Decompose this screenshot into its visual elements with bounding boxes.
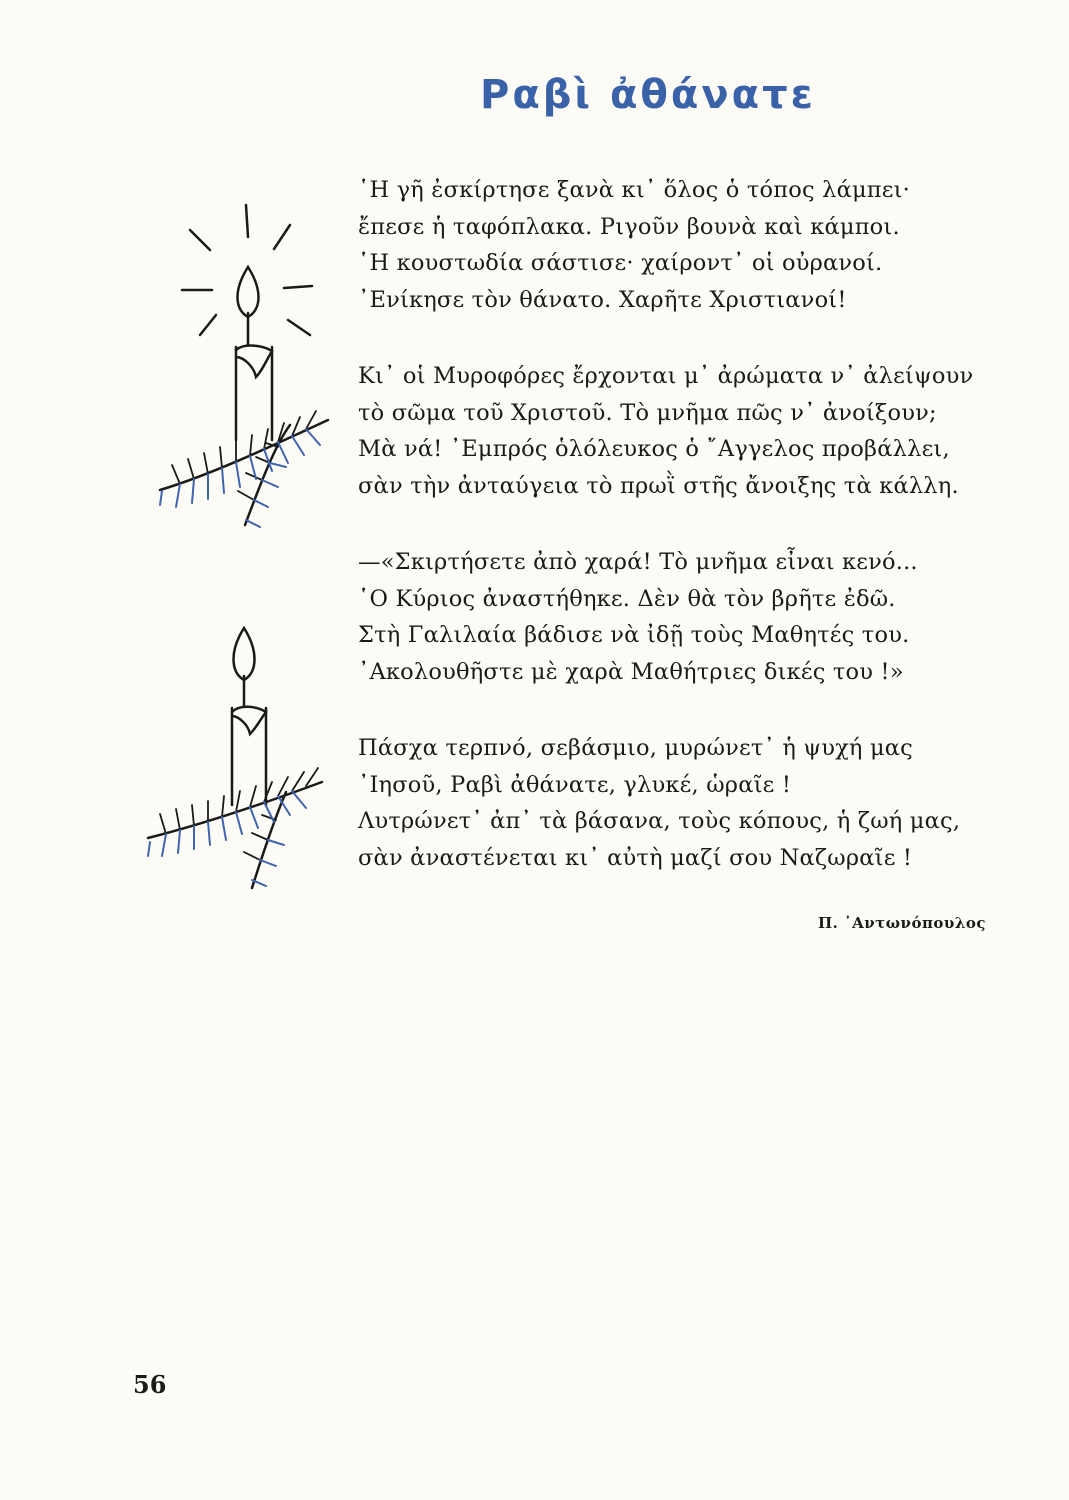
poem-line: σὰν τὴν ἀνταύγεια τὸ πρωῒ στῆς ἄνοιξης τὰ κάλλη.	[358, 472, 959, 499]
poem-line: ᾽Ακολουθῆστε μὲ χαρὰ Μαθήτριες δικές του !»	[358, 658, 904, 685]
poem-line: Κι᾽ οἱ Μυροφόρες ἔρχονται μ᾽ ἀρώματα ν᾽ ἀλείψουν	[358, 363, 974, 389]
candle-with-pine-branch-icon	[140, 620, 330, 895]
stanza	[358, 544, 1018, 690]
poem-line: ᾽Ιησοῦ, Ραβὶ ἀθάνατε, γλυκέ, ὡραῖε !	[358, 771, 792, 798]
poem-line: ᾽Ενίκησε τὸν θάνατο. Χαρῆτε Χριστιανοί!	[358, 286, 847, 313]
poem-line: Πάσχα τερπνό, σεβάσμιο, μυρώνετ᾽ ἡ ψυχή μας	[358, 735, 913, 761]
poem-body	[358, 172, 1018, 916]
stanza	[358, 358, 1018, 504]
author-signature: Π. ᾽Αντωνόπουλος	[818, 914, 986, 932]
poem-title: Ραβὶ ἀθάνατε	[480, 72, 816, 118]
poem-line: Μὰ νά! ᾽Εμπρός ὁλόλευκος ὁ ῎Αγγελος προβάλλει,	[358, 436, 950, 462]
stanza	[358, 730, 1018, 876]
page-number: 56	[133, 1370, 167, 1399]
poem-line: τὸ σῶμα τοῦ Χριστοῦ. Τὸ μνῆμα πῶς ν᾽ ἀνοίξουν;	[358, 399, 937, 426]
poem-line: ῾Η γῆ ἐσκίρτησε ξανὰ κι᾽ ὅλος ὁ τόπος λάμπει·	[358, 177, 911, 203]
poem-line: ἔπεσε ἡ ταφόπλακα. Ριγοῦν βουνὰ καὶ κάμποι.	[358, 213, 900, 240]
poem-line: Λυτρώνετ᾽ ἀπ᾽ τὰ βάσανα, τοὺς κόπους, ἡ ζωή μας,	[358, 808, 961, 834]
poem-line: ῾Η κουστωδία σάστισε· χαίροντ᾽ οἱ οὐρανοί.	[358, 250, 883, 276]
poem-line: —«Σκιρτήσετε ἀπὸ χαρά! Τὸ μνῆμα εἶναι κενό...	[358, 549, 918, 575]
poem-line: Στὴ Γαλιλαία βάδισε νὰ ἰδῇ τοὺς Μαθητές του.	[358, 622, 910, 648]
poem-line: ῾Ο Κύριος ἀναστήθηκε. Δὲν θὰ τὸν βρῆτε ἐδῶ.	[358, 585, 896, 612]
candle-with-pine-branch-icon	[150, 195, 335, 535]
stanza	[358, 172, 1018, 318]
poem-line: σὰν ἀναστένεται κι᾽ αὐτὴ μαζί σου Ναζωραῖε !	[358, 844, 913, 871]
